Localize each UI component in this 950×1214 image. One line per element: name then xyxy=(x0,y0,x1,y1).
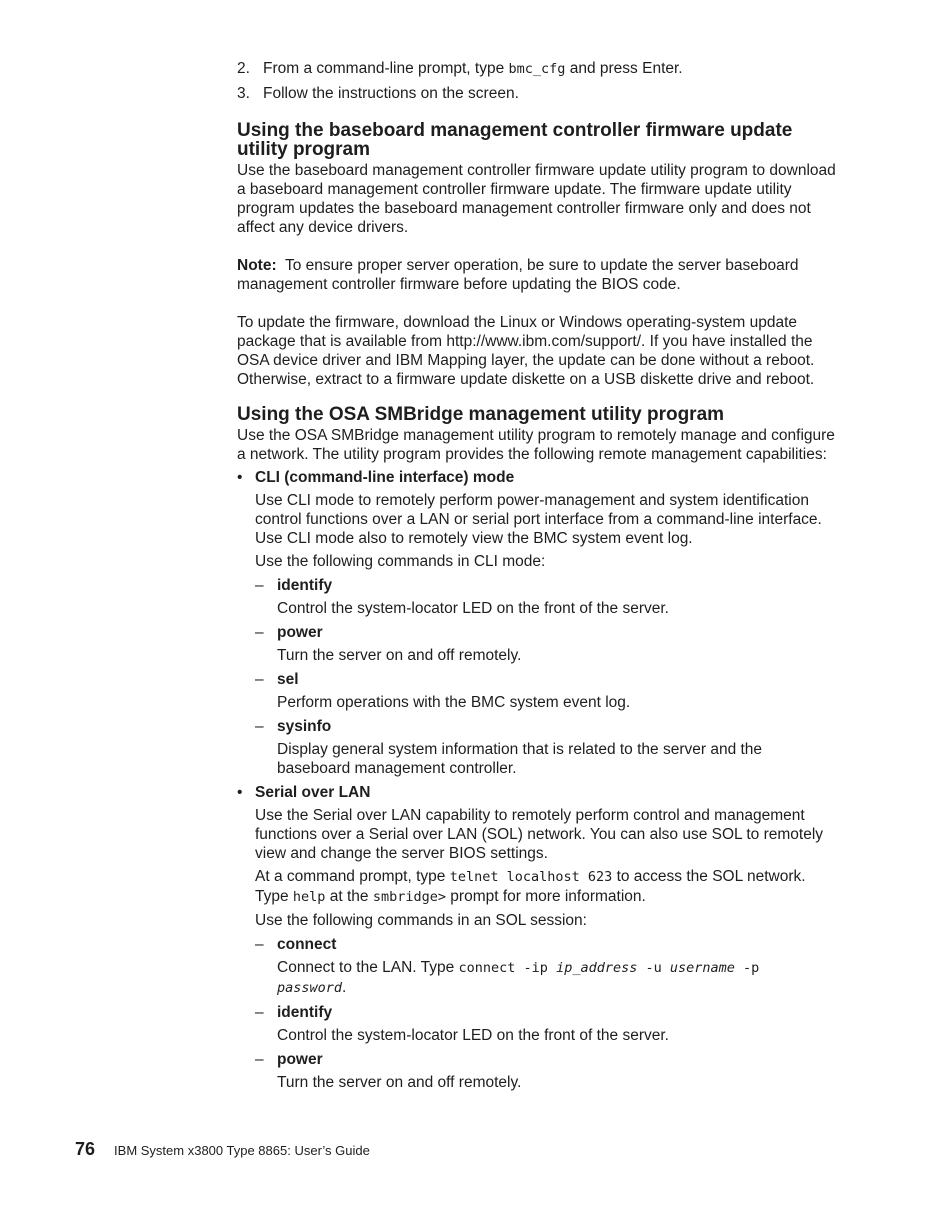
command-desc xyxy=(277,958,837,998)
command-name: power xyxy=(277,624,323,641)
password-placeholder: password xyxy=(277,980,343,996)
command-desc: Perform operations with the BMC system event log. xyxy=(277,694,631,711)
sol-cmd-mid: to access the SOL network. Type xyxy=(255,868,806,905)
command-name: sysinfo xyxy=(277,718,332,735)
command-code: bmc_cfg xyxy=(508,61,566,77)
command-item xyxy=(255,1003,837,1022)
page-number: 76 xyxy=(75,1139,96,1159)
command-desc: Display general system information that is related to the server and the baseboard management controller. xyxy=(277,741,763,777)
step-list xyxy=(237,59,837,103)
capability-list xyxy=(237,468,837,1092)
command-name: identify xyxy=(277,577,333,594)
dash-mark: – xyxy=(255,577,264,594)
capability-title: Serial over LAN xyxy=(255,784,371,801)
command-desc: Control the system-locator LED on the front of the server. xyxy=(277,1027,669,1044)
command-name: identify xyxy=(277,1004,333,1021)
note-text: To ensure proper server operation, be sure to update the server baseboard management controller firmware before updating the BIOS code. xyxy=(237,257,799,293)
command-name: power xyxy=(277,1051,323,1068)
user-flag-code: -u xyxy=(637,960,670,976)
command-item xyxy=(255,670,837,689)
step-number: 2. xyxy=(237,60,250,77)
username-placeholder: username xyxy=(669,960,735,976)
dash-mark: – xyxy=(255,1051,264,1068)
ip-address-placeholder: ip_address xyxy=(556,960,638,976)
bullet-mark: • xyxy=(237,469,243,486)
smbridge-prompt-code: smbridge> xyxy=(372,889,446,905)
connect-desc-pre: Connect to the LAN. Type xyxy=(277,959,459,976)
note-paragraph xyxy=(237,256,837,294)
step-text xyxy=(263,59,683,79)
command-name: sel xyxy=(277,671,299,688)
command-item xyxy=(255,623,837,642)
step-text-post: and press Enter. xyxy=(565,60,683,77)
command-desc: Control the system-locator LED on the front of the server. xyxy=(277,600,669,617)
smbridge-intro-paragraph: Use the OSA SMBridge management utility program to remotely manage and configure a network. The utility program provides the following remote management capabilities: xyxy=(237,427,835,463)
command-list-lead: Use the following commands in CLI mode: xyxy=(255,553,546,570)
page-footer xyxy=(75,1140,370,1160)
help-command-code: help xyxy=(292,889,326,905)
telnet-command-code: telnet localhost 623 xyxy=(449,869,613,885)
capability-desc: Use CLI mode to remotely perform power-management and system identification control functions over a LAN or serial port interface from a command-line interface. Use CLI mode also to remotely view the BMC system event log. xyxy=(255,492,822,547)
password-flag-code: -p xyxy=(734,960,768,976)
step-item xyxy=(237,84,837,103)
sol-cmd-at: at the xyxy=(325,888,373,905)
command-name: connect xyxy=(277,936,337,953)
step-text: Follow the instructions on the screen. xyxy=(263,85,519,102)
capability-body-cli xyxy=(255,491,837,778)
step-item xyxy=(237,59,837,79)
dash-mark: – xyxy=(255,1004,264,1021)
dash-mark: – xyxy=(255,718,264,735)
step-text-pre: From a command-line prompt, type xyxy=(263,60,509,77)
sol-cmd-pre: At a command prompt, type xyxy=(255,868,450,885)
dash-mark: – xyxy=(255,624,264,641)
command-item xyxy=(255,935,837,954)
section-heading-firmware: Using the baseboard management controller firmware update utility program xyxy=(237,120,793,160)
page-content xyxy=(237,59,837,1092)
connect-code: connect -ip xyxy=(458,960,557,976)
bullet-mark: • xyxy=(237,784,243,801)
command-list-lead: Use the following commands in an SOL session: xyxy=(255,912,587,929)
dash-mark: – xyxy=(255,936,264,953)
note-label: Note: xyxy=(237,257,277,274)
sol-cmd-post: prompt for more information. xyxy=(446,888,646,905)
command-item xyxy=(255,717,837,736)
capability-desc: Use the Serial over LAN capability to remotely perform control and management functions over a Serial over LAN (SOL) network. You can also use SOL to remotely view and change the server BIOS settings. xyxy=(255,807,824,862)
command-desc: Turn the server on and off remotely. xyxy=(277,1074,522,1091)
command-desc: Turn the server on and off remotely. xyxy=(277,647,522,664)
capability-item-cli xyxy=(237,468,837,487)
sol-command-paragraph xyxy=(255,867,837,907)
capability-title: CLI (command-line interface) mode xyxy=(255,469,515,486)
connect-desc-post: . xyxy=(342,979,347,996)
section-heading-smbridge: Using the OSA SMBridge management utility program xyxy=(237,404,725,425)
capability-body-sol xyxy=(255,806,837,1092)
command-item xyxy=(255,1050,837,1069)
step-number: 3. xyxy=(237,85,250,102)
command-item xyxy=(255,576,837,595)
dash-mark: – xyxy=(255,671,264,688)
firmware-intro-paragraph: Use the baseboard management controller firmware update utility program to download a baseboard management controller firmware update. The firmware update utility program updates the baseboard management controller firmware only and does not affect any device drivers. xyxy=(237,162,836,236)
capability-item-sol xyxy=(237,783,837,802)
document-title: IBM System x3800 Type 8865: User’s Guide xyxy=(114,1143,370,1158)
firmware-update-paragraph: To update the firmware, download the Linux or Windows operating-system update package that is available from http://www.ibm.com/support/. If you have installed the OSA device driver and IBM Mapping layer, the update can be done without a reboot. Otherwise, extract to a firmware update diskette on a USB diskette drive and reboot. xyxy=(237,314,815,388)
